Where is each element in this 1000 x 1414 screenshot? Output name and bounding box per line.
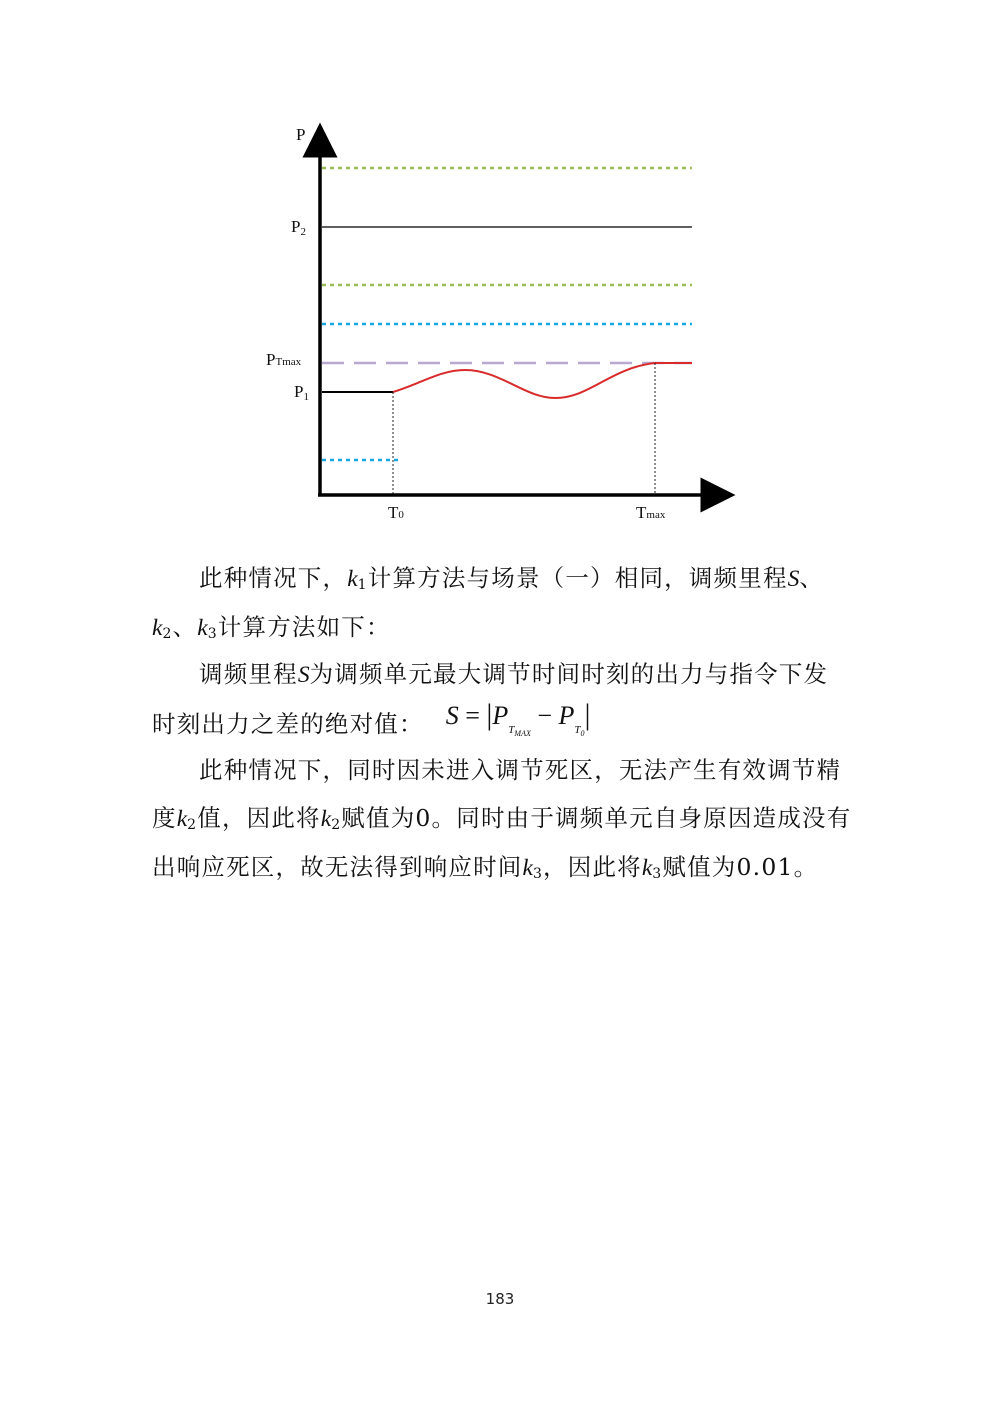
t0-label: T0 bbox=[388, 503, 404, 522]
paragraph-1: 此种情况下，$k_1$计算方法与场景（一）相同，调频里程S、$k_2$、$k_3$计算方法如下： bbox=[152, 564, 825, 642]
paragraph-2: 调频里程S为调频单元最大调节时间时刻的出力与指令下发时刻出力之差的绝对值： $S = |P_{T_{MAX}} - P_{T_0}|$ bbox=[152, 660, 829, 738]
power-response-figure bbox=[0, 0, 1000, 540]
mileage-formula: $S = |P_{T_{MAX}} - P_{T_0}|$ bbox=[445, 698, 591, 738]
ptmax-label: PTmax bbox=[266, 350, 302, 369]
y-axis-label: P bbox=[296, 125, 306, 144]
p1-label: P1 bbox=[294, 382, 309, 403]
p2-label: P2 bbox=[291, 217, 306, 238]
tmax-label: Tmax bbox=[636, 503, 666, 522]
page-number: 183 bbox=[485, 1290, 515, 1308]
response-curve bbox=[393, 363, 692, 398]
paragraph-3: 此种情况下，同时因未进入调节死区，无法产生有效调节精度$k_2$值，因此将$k_2$赋值为0。同时由于调频单元自身原因造成没有出响应死区，故无法得到响应时间$k_3$，因此将$k_3$赋值为0.01。 bbox=[152, 756, 852, 882]
